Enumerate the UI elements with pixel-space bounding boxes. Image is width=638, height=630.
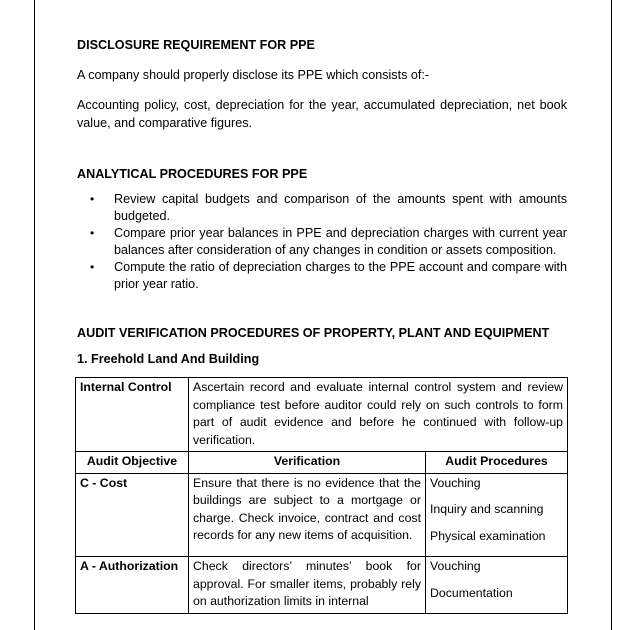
table-row bbox=[76, 378, 568, 452]
list-item bbox=[77, 225, 567, 259]
bullet-text: Compare prior year balances in PPE and depreciation charges with current year balances after consideration of any changes in condition or assets composition. bbox=[114, 226, 567, 257]
bullet-icon: • bbox=[90, 226, 95, 240]
audit-heading: AUDIT VERIFICATION PROCEDURES OF PROPERTY, PLANT AND EQUIPMENT bbox=[77, 326, 550, 340]
procedure-item: Vouching bbox=[430, 559, 481, 573]
bullet-text: Review capital budgets and comparison of the amounts spent with amounts budgeted. bbox=[114, 192, 567, 223]
audit-procedures-cell bbox=[426, 473, 568, 557]
table-header-row bbox=[76, 452, 568, 474]
procedure-item: Inquiry and scanning bbox=[430, 502, 544, 516]
verification-cell: Ensure that there is no evidence that the buildings are subject to a mortgage or charge. Check invoice, contract and cost records for any new items of acquisition. bbox=[189, 473, 426, 557]
document-content bbox=[77, 36, 567, 614]
audit-subheading: 1. Freehold Land And Building bbox=[77, 352, 260, 366]
list-item bbox=[77, 259, 567, 293]
bullet-icon: • bbox=[90, 192, 95, 206]
column-header: Verification bbox=[189, 452, 426, 474]
internal-control-text: Ascertain record and evaluate internal control system and review compliance test before auditor could rely on such controls to form part of audit evidence and before he continued with follow-up verification. bbox=[189, 378, 568, 452]
internal-control-label: Internal Control bbox=[76, 378, 189, 452]
column-header: Audit Procedures bbox=[426, 452, 568, 474]
disclosure-intro: A company should properly disclose its PPE which consists of:- bbox=[77, 68, 430, 82]
list-item bbox=[77, 191, 567, 225]
audit-verification-table bbox=[75, 377, 568, 614]
document-page bbox=[34, 0, 612, 630]
procedure-item: Physical examination bbox=[430, 528, 546, 543]
audit-objective-cell: C - Cost bbox=[76, 473, 189, 557]
column-header: Audit Objective bbox=[76, 452, 189, 474]
audit-procedures-cell bbox=[426, 557, 568, 614]
procedure-item: Vouching bbox=[430, 475, 481, 490]
analytical-heading: ANALYTICAL PROCEDURES FOR PPE bbox=[77, 167, 308, 181]
disclosure-body: Accounting policy, cost, depreciation for the year, accumulated depreciation, net book value, and comparative figures. bbox=[77, 98, 567, 130]
verification-cell: Check directors’ minutes’ book for approval. For smaller items, probably rely on authorization limits in internal bbox=[189, 557, 426, 614]
analytical-bullet-list bbox=[77, 191, 567, 293]
table-row bbox=[76, 557, 568, 614]
disclosure-heading: DISCLOSURE REQUIREMENT FOR PPE bbox=[77, 38, 315, 52]
bullet-icon: • bbox=[90, 260, 95, 274]
bullet-text: Compute the ratio of depreciation charges to the PPE account and compare with prior year ratio. bbox=[114, 260, 567, 291]
audit-objective-cell: A - Authorization bbox=[76, 557, 189, 614]
procedure-item: Documentation bbox=[430, 585, 513, 600]
table-row bbox=[76, 473, 568, 557]
